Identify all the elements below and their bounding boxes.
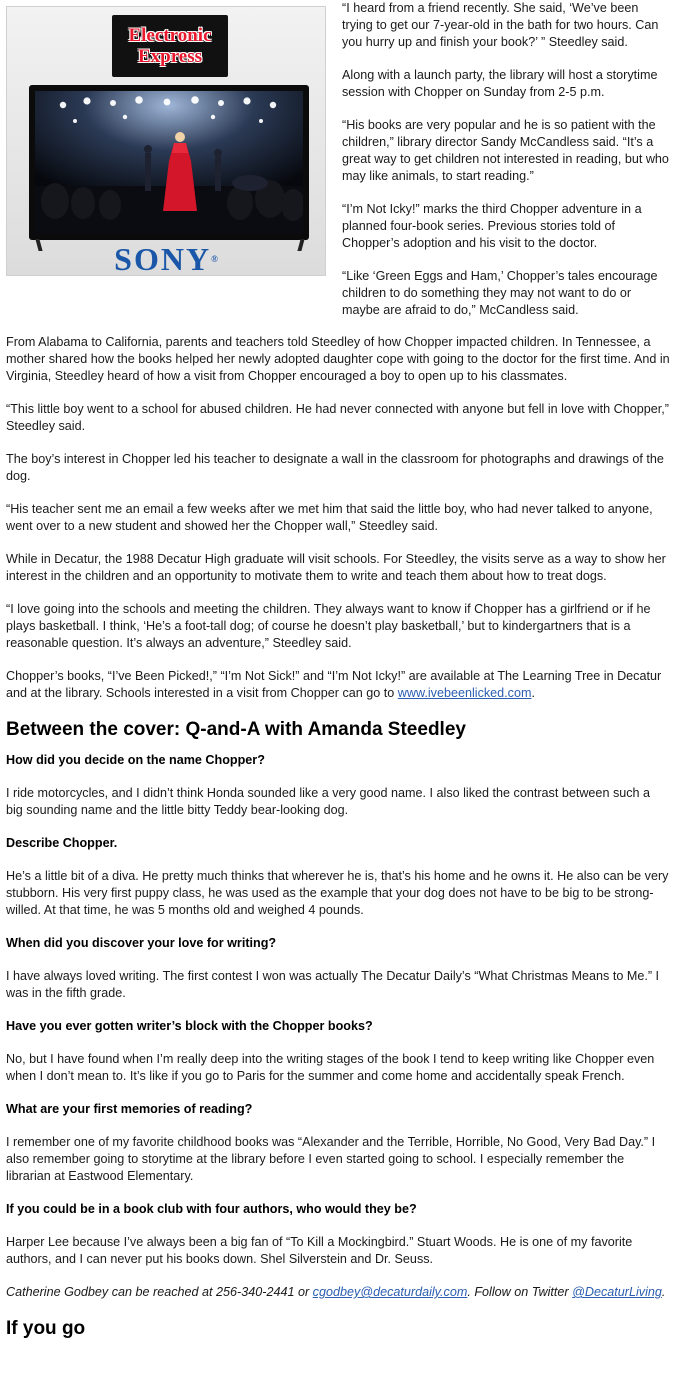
qa-question: If you could be in a book club with four authors, who would they be? [6, 1202, 417, 1216]
website-link[interactable]: www.ivebeenlicked.com [397, 686, 532, 700]
electronic-express-logo [112, 15, 228, 77]
qa-question: How did you decide on the name Chopper? [6, 753, 265, 767]
qa-question: Describe Chopper. [6, 836, 118, 850]
body-paragraph: “I love going into the schools and meeting the children. They always want to know if Chopper has a girlfriend or if he plays basketball. I think, ‘He’s a foot-tall dog; of course he doesn’t play basketball,’ but to kindergartners that is a reasonable question. It’s always an adventure,” Steedley said. [6, 602, 651, 650]
body-paragraph: The boy’s interest in Chopper led his teacher to designate a wall in the classroom for photographs and drawings of the dog. [6, 452, 664, 483]
books-paragraph: Chopper’s books, “I’ve Been Picked!,” “I’m Not Sick!” and “I’m Not Icky!” are available at The Learning Tree in Decatur and at the library. Schools interested in a visit from Chopper can go to www.ivebeenlicked.com. [6, 669, 662, 700]
intro-paragraph: “His books are very popular and he is so patient with the children,” library director Sandy McCandless said. “It’s a great way to get children not interested in reading, but who may like animals, to start reading.” [342, 118, 669, 183]
concert-stage-image [35, 91, 303, 234]
qa-question: When did you discover your love for writing? [6, 936, 277, 950]
intro-paragraph: “Like ‘Green Eggs and Ham,’ Chopper’s tales encourage children to do something they may not want to do or maybe are afraid to do,” McCandless said. [342, 269, 658, 317]
tv-image [29, 85, 309, 240]
intro-paragraph: Along with a launch party, the library will host a storytime session with Chopper on Sunday from 2-5 p.m. [342, 68, 658, 99]
logo-line-1: Electronic [128, 25, 212, 46]
twitter-link[interactable]: @DecaturLiving [572, 1285, 662, 1299]
qa-question: Have you ever gotten writer’s block with the Chopper books? [6, 1019, 373, 1033]
sony-logo: SONY® [114, 241, 218, 276]
logo-line-2: Express [137, 46, 203, 67]
email-link[interactable]: cgodbey@decaturdaily.com [312, 1285, 468, 1299]
body-paragraph: “His teacher sent me an email a few weeks after we met him that said the little boy, who had never talked to anyone, went over to a new student and showed her the Chopper wall,” Steedley said. [6, 502, 653, 533]
qa-question: What are your first memories of reading? [6, 1102, 253, 1116]
qa-answer: Harper Lee because I’ve always been a big fan of “To Kill a Mockingbird.” Stuart Woods. He is one of my favorite authors, and I can never put his books down. Shel Silverstein and Dr. Seuss. [6, 1235, 633, 1266]
article-body [6, 334, 670, 1351]
intro-paragraph: “I heard from a friend recently. She said, ‘We’ve been trying to get our 7-year-old in the bath for two hours. Can you hurry up and finish your book?’ ” Steedley said. [342, 1, 659, 49]
body-paragraph: From Alabama to California, parents and teachers told Steedley of how Chopper impacted children. In Tennessee, a mother shared how the books helped her newly adopted daughter cope with going to the doctor for the first time. And in Virginia, Steedley heard of how a visit from Chopper encouraged a boy to open up to his classmates. [6, 335, 670, 383]
body-paragraph: While in Decatur, the 1988 Decatur High graduate will visit schools. For Steedley, the visits serve as a way to show her interest in the children and an opportunity to motivate them to write and teach them about how to treat dogs. [6, 552, 666, 583]
qa-answer: I ride motorcycles, and I didn’t think Honda sounded like a very good name. I also liked the contrast between such a big sounding name and the little bitty Teddy bear-looking dog. [6, 786, 651, 817]
qa-answer: No, but I have found when I’m really deep into the writing stages of the book I tend to keep writing like Chopper even when I don’t mean to. It’s like if you go to Paris for the summer and come home and accidentally speak French. [6, 1052, 655, 1083]
intro-paragraph: “I’m Not Icky!” marks the third Chopper adventure in a planned four-book series. Previous stories told of Chopper’s adoption and his visit to the doctor. [342, 202, 642, 250]
qa-answer: I have always loved writing. The first contest I won was actually The Decatur Daily’s “What Christmas Means to Me.” I was in the fifth grade. [6, 969, 660, 1000]
if-you-go-heading: If you go [6, 1318, 86, 1339]
qa-heading: Between the cover: Q-and-A with Amanda Steedley [6, 719, 466, 740]
intro-column [342, 0, 672, 335]
advertisement-banner[interactable] [6, 6, 326, 276]
contact-info: Catherine Godbey can be reached at 256-340-2441 or cgodbey@decaturdaily.com. Follow on Twitter @DecaturLiving. [6, 1285, 666, 1299]
body-paragraph: “This little boy went to a school for abused children. He had never connected with anyone but fell in love with Chopper,” Steedley said. [6, 402, 669, 433]
qa-answer: I remember one of my favorite childhood books was “Alexander and the Terrible, Horrible, No Good, Very Bad Day.” I also remember going to storytime at the library before I even started going to school. I especially remember the librarian at Eastwood Elementary. [6, 1135, 656, 1183]
qa-answer: He’s a little bit of a diva. He pretty much thinks that wherever he is, that’s his home and he owns it. He also can be very stubborn. His very first puppy class, he was used as the example that your dog does not have to be big to be strong-willed. At that time, he was 5 months old and weighed 4 pounds. [6, 869, 669, 917]
